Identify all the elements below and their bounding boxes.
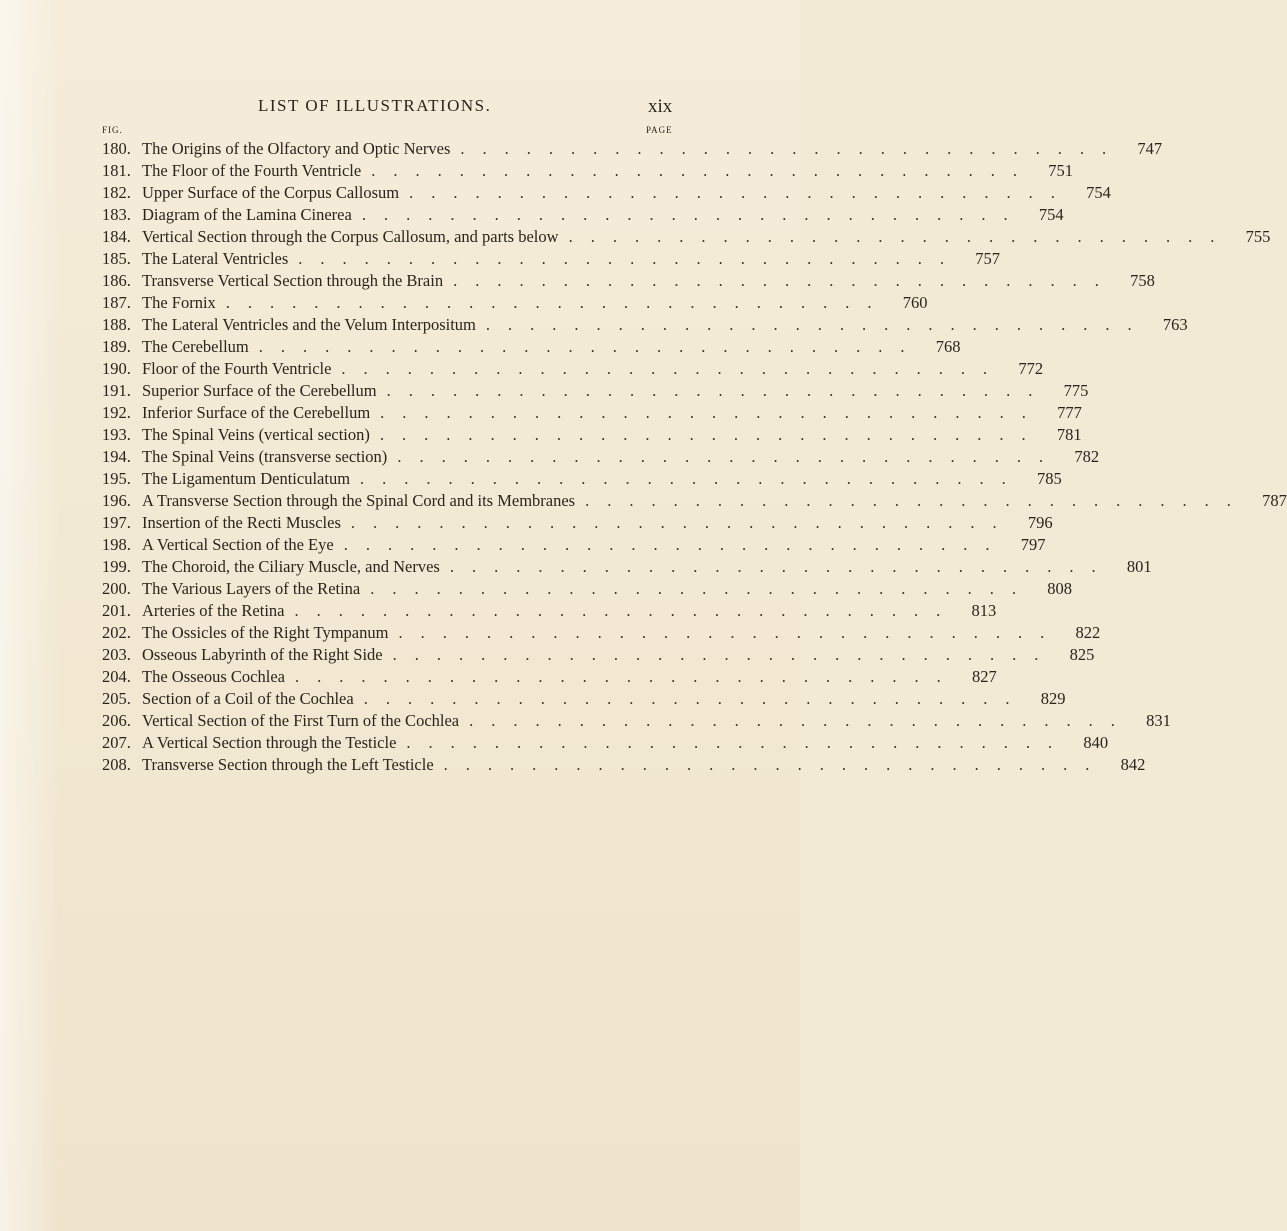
dot-leader: .............................. <box>361 205 1026 224</box>
page-number: 757 <box>975 249 1001 268</box>
figure-title: Floor of the Fourth Ventricle <box>142 359 332 378</box>
dot-leader: .............................. <box>380 403 1044 422</box>
figure-number: 183. <box>102 205 131 224</box>
page-number: 842 <box>1120 755 1146 774</box>
figure-number: 199. <box>102 557 131 576</box>
dot-leader: .............................. <box>568 227 1233 246</box>
dot-leader: .............................. <box>443 755 1108 774</box>
figure-title: The Osseous Cochlea <box>142 667 285 686</box>
figure-title: Insertion of the Recti Muscles <box>142 513 341 532</box>
page-number: 754 <box>1086 183 1111 202</box>
figure-number: 198. <box>102 535 131 554</box>
page-number: 781 <box>1056 425 1082 444</box>
figure-title: Vertical Section through the Corpus Callosum, and parts below <box>142 227 559 246</box>
page-number: 782 <box>1074 447 1100 466</box>
page-number: 775 <box>1063 381 1089 400</box>
figure-title: Transverse Vertical Section through the Brain <box>142 271 444 290</box>
running-title: LIST OF ILLUSTRATIONS. <box>258 96 492 115</box>
list-entry <box>102 622 1101 644</box>
page-number: 751 <box>1048 161 1073 180</box>
dot-leader: .............................. <box>409 183 1073 202</box>
list-entry <box>102 710 1171 732</box>
figure-number: 208. <box>102 755 131 774</box>
dot-leader: .............................. <box>460 139 1125 158</box>
dot-leader: .............................. <box>341 359 1006 378</box>
page-number: 801 <box>1126 557 1152 576</box>
list-entry <box>102 512 1053 534</box>
dot-leader: .............................. <box>294 667 959 686</box>
dot-leader: .............................. <box>363 689 1028 708</box>
page-number: 787 <box>1262 491 1287 510</box>
dot-leader: .............................. <box>397 447 1062 466</box>
figure-number: 207. <box>102 733 131 752</box>
figure-title: The Various Layers of the Retina <box>142 579 361 598</box>
figure-number: 194. <box>102 447 131 466</box>
figure-title: Upper Surface of the Corpus Callosum <box>142 183 400 202</box>
list-entry <box>102 468 1062 490</box>
figure-title: The Cerebellum <box>142 337 249 356</box>
figure-number: 182. <box>102 183 131 202</box>
figure-title: The Lateral Ventricles and the Velum Interpositum <box>142 315 476 334</box>
column-headings <box>0 125 800 139</box>
dot-leader: .............................. <box>386 381 1051 400</box>
page-number: 797 <box>1020 535 1046 554</box>
figure-number: 184. <box>102 227 131 246</box>
dot-leader: .............................. <box>485 315 1150 334</box>
page-number: 747 <box>1137 139 1163 158</box>
list-entry <box>102 380 1089 402</box>
figure-title: The Floor of the Fourth Ventricle <box>142 161 362 180</box>
page-number: 777 <box>1057 403 1082 422</box>
list-entry <box>102 226 1271 248</box>
list-entry <box>102 688 1066 710</box>
figure-number: 188. <box>102 315 131 334</box>
dot-leader: .............................. <box>360 469 1024 488</box>
figure-number: 196. <box>102 491 131 510</box>
list-entry <box>102 292 928 314</box>
page-number: 796 <box>1027 513 1053 532</box>
figure-title: Arteries of the Retina <box>142 601 285 620</box>
page-number: 763 <box>1162 315 1188 334</box>
page-number: 831 <box>1146 711 1171 730</box>
figure-title: Section of a Coil of the Cochlea <box>142 689 354 708</box>
figure-number: 203. <box>102 645 131 664</box>
list-entry <box>102 556 1152 578</box>
list-entry <box>102 160 1073 182</box>
figure-title: The Spinal Veins (transverse section) <box>142 447 388 466</box>
list-entry <box>102 600 997 622</box>
figure-title: The Lateral Ventricles <box>142 249 289 268</box>
figure-title: Transverse Section through the Left Testicle <box>142 755 434 774</box>
running-head <box>0 96 800 120</box>
figure-title: A Vertical Section through the Testicle <box>142 733 397 752</box>
dot-leader: .............................. <box>343 535 1008 554</box>
list-entry <box>102 248 1001 270</box>
figure-number: 200. <box>102 579 131 598</box>
list-entry <box>102 314 1188 336</box>
dot-leader: .............................. <box>298 249 963 268</box>
page-number: 754 <box>1038 205 1064 224</box>
list-entry <box>102 534 1046 556</box>
dot-leader: .............................. <box>449 557 1114 576</box>
dot-leader: .............................. <box>225 293 890 312</box>
figure-title: The Origins of the Olfactory and Optic Nerves <box>142 139 451 158</box>
figure-number: 197. <box>102 513 131 532</box>
figure-title: The Fornix <box>142 293 216 312</box>
page-number: 827 <box>971 667 997 686</box>
list-entry <box>102 732 1109 754</box>
page-number: 758 <box>1130 271 1155 290</box>
dot-leader: .............................. <box>585 491 1249 510</box>
list-entry <box>102 270 1155 292</box>
list-entry <box>102 402 1082 424</box>
list-entry <box>102 644 1095 666</box>
figure-number: 187. <box>102 293 131 312</box>
figure-number: 201. <box>102 601 131 620</box>
illustrations-list <box>102 138 1287 776</box>
figure-number: 193. <box>102 425 131 444</box>
figure-number: 186. <box>102 271 131 290</box>
page-number: 825 <box>1069 645 1095 664</box>
dot-leader: .............................. <box>294 601 959 620</box>
figure-number: 191. <box>102 381 131 400</box>
figure-number: 205. <box>102 689 131 708</box>
list-entry <box>102 182 1111 204</box>
figure-number: 180. <box>102 139 131 158</box>
page-folio: xix <box>648 96 673 117</box>
dot-leader: .............................. <box>406 733 1071 752</box>
figure-number: 190. <box>102 359 131 378</box>
list-entry <box>102 138 1163 160</box>
page-number: 813 <box>971 601 997 620</box>
figure-number: 202. <box>102 623 131 642</box>
figure-title: The Ossicles of the Right Tympanum <box>142 623 389 642</box>
figure-number: 204. <box>102 667 131 686</box>
list-entry <box>102 754 1146 776</box>
figure-number: 189. <box>102 337 131 356</box>
figure-title: Inferior Surface of the Cerebellum <box>142 403 371 422</box>
figure-number: 192. <box>102 403 131 422</box>
dot-leader: .............................. <box>371 161 1035 180</box>
figure-title: A Vertical Section of the Eye <box>142 535 334 554</box>
figure-title: Diagram of the Lamina Cinerea <box>142 205 352 224</box>
dot-leader: .............................. <box>469 711 1133 730</box>
list-entry <box>102 446 1100 468</box>
figure-number: 185. <box>102 249 131 268</box>
figure-title: A Transverse Section through the Spinal Cord and its Membranes <box>142 491 576 510</box>
dot-leader: .............................. <box>370 579 1035 598</box>
dot-leader: .............................. <box>258 337 923 356</box>
figure-title: The Ligamentum Denticulatum <box>142 469 351 488</box>
page-number: 760 <box>902 293 928 312</box>
page-number: 768 <box>935 337 961 356</box>
list-entry <box>102 424 1082 446</box>
page-number: 822 <box>1075 623 1101 642</box>
figure-title: Superior Surface of the Cerebellum <box>142 381 377 400</box>
figure-title: The Choroid, the Ciliary Muscle, and Nerves <box>142 557 440 576</box>
figure-number: 181. <box>102 161 131 180</box>
dot-leader: .............................. <box>398 623 1063 642</box>
list-entry <box>102 336 961 358</box>
list-entry <box>102 666 997 688</box>
figure-title: Osseous Labyrinth of the Right Side <box>142 645 383 664</box>
dot-leader: .............................. <box>379 425 1044 444</box>
figure-number: 206. <box>102 711 131 730</box>
page-number: 785 <box>1037 469 1062 488</box>
list-entry <box>102 578 1073 600</box>
fig-column-heading: FIG. <box>102 125 123 135</box>
figure-number: 195. <box>102 469 131 488</box>
dot-leader: .............................. <box>453 271 1117 290</box>
list-entry <box>102 358 1044 380</box>
page-number: 829 <box>1040 689 1066 708</box>
dot-leader: .............................. <box>350 513 1015 532</box>
page-number: 808 <box>1047 579 1073 598</box>
list-entry <box>102 490 1287 512</box>
figure-title: The Spinal Veins (vertical section) <box>142 425 370 444</box>
page-column-heading: PAGE <box>646 125 673 135</box>
list-entry <box>102 204 1064 226</box>
figure-title: Vertical Section of the First Turn of the Cochlea <box>142 711 460 730</box>
dot-leader: .............................. <box>392 645 1057 664</box>
page-number: 840 <box>1083 733 1109 752</box>
page-number: 755 <box>1245 227 1271 246</box>
page-number: 772 <box>1018 359 1044 378</box>
